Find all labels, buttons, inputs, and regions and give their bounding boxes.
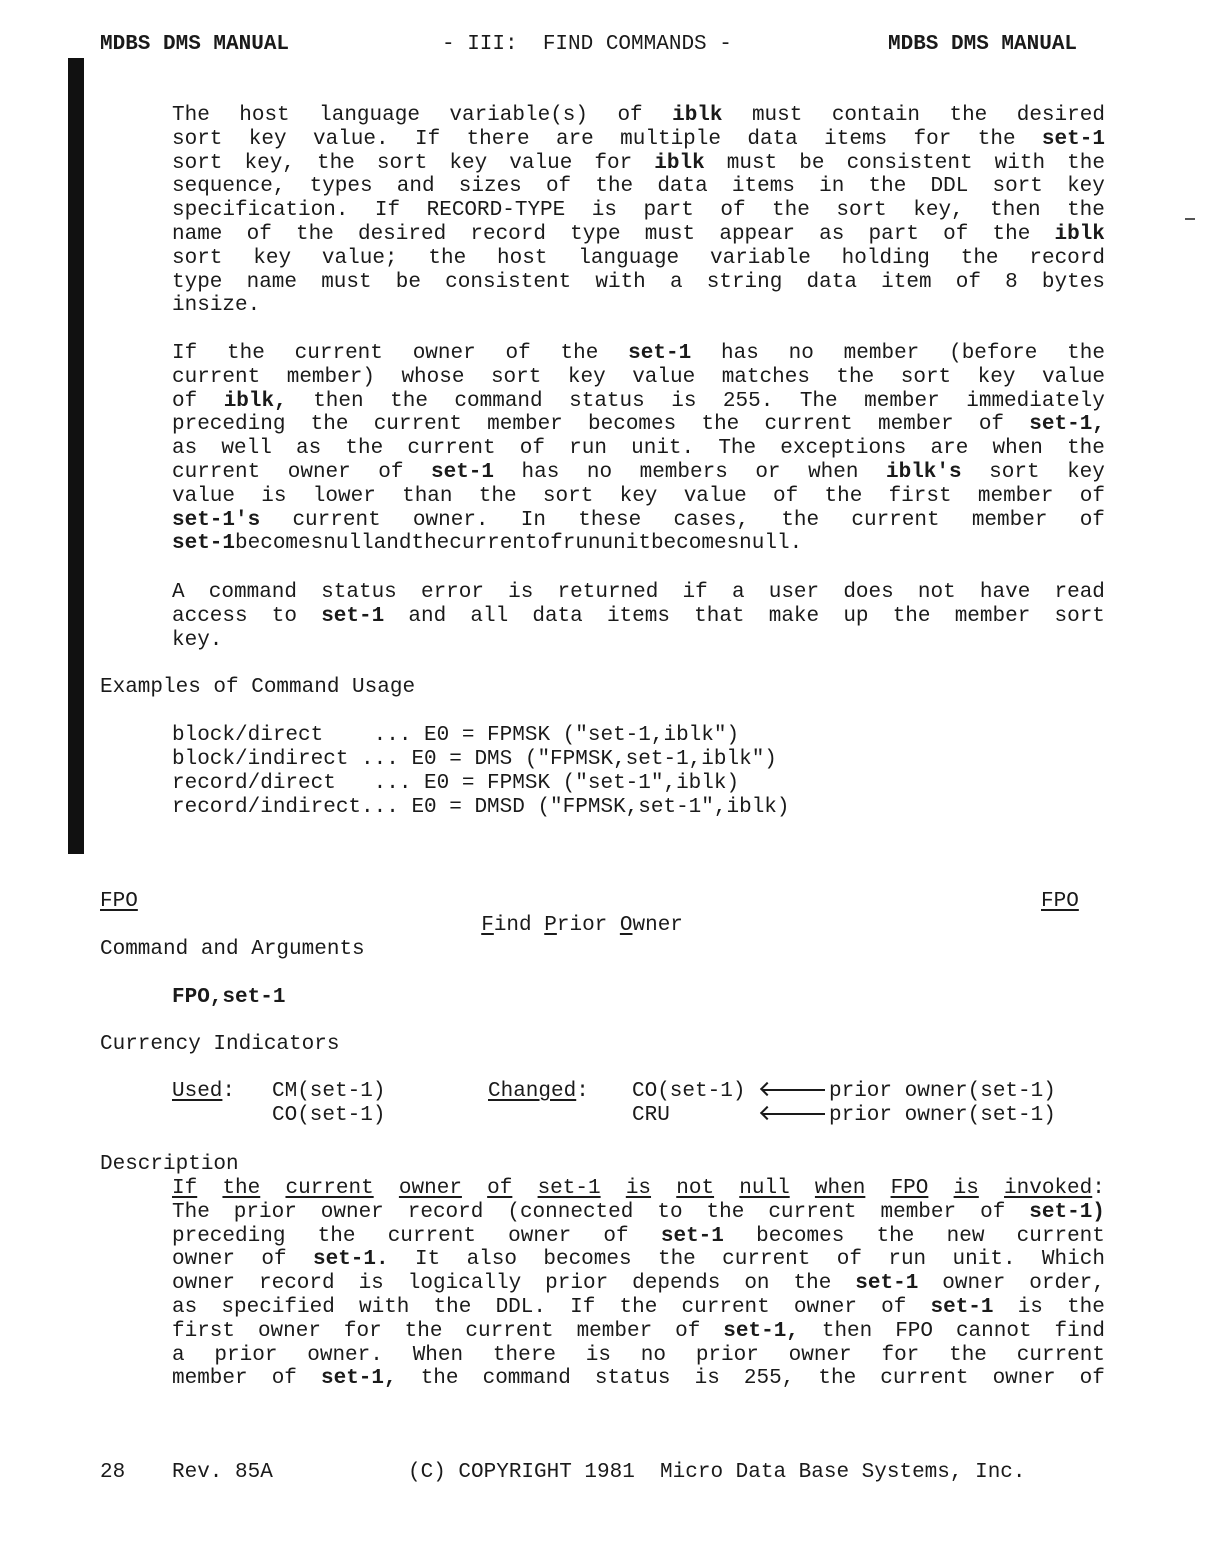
text-line: member of set-1, the command status is 255, the current owner of xyxy=(172,1367,1105,1391)
command-syntax: FPO,set-1 xyxy=(172,986,286,1009)
text-line: first owner for the current member of set-1, then FPO cannot find xyxy=(172,1319,1105,1343)
description-heading: Description xyxy=(100,1153,239,1176)
example-line: block/indirect ... E0 = DMS ("FPMSK,set-1,iblk") xyxy=(172,748,777,771)
text-line: sort key value; the host language variable holding the record xyxy=(172,246,1105,270)
header-center: - III: FIND COMMANDS - xyxy=(442,33,732,56)
text-line: owner of set-1. It also becomes the current of run unit. Which xyxy=(172,1248,1105,1272)
left-arrow-icon xyxy=(763,1089,825,1091)
text-line: key. xyxy=(172,628,223,652)
changed-value: prior owner(set-1) xyxy=(829,1104,1056,1127)
text-line: in size. xyxy=(172,294,261,318)
text-line: sequence, types and sizes of the data items in the DDL sort key xyxy=(172,175,1105,199)
paragraph-no-member xyxy=(172,342,1105,556)
currency-indicators-heading: Currency Indicators xyxy=(100,1033,340,1056)
title-initial: P xyxy=(544,914,557,937)
changed-indicator: CO(set-1) xyxy=(632,1080,746,1103)
changed-label: Changed: xyxy=(488,1080,589,1103)
used-label: Used: xyxy=(172,1080,236,1103)
example-line: record/direct ... E0 = FPMSK ("set-1",iblk) xyxy=(172,772,740,795)
text-line: specification. If RECORD-TYPE is part of the sort key, then the xyxy=(172,199,1105,223)
command-code-left: FPO xyxy=(100,890,138,913)
title-rest: wner xyxy=(632,914,683,937)
example-line: block/direct ... E0 = FPMSK ("set-1,iblk") xyxy=(172,724,740,747)
text-line: as specified with the DDL. If the current owner of set-1 is the xyxy=(172,1295,1105,1319)
revision: Rev. 85A xyxy=(172,1461,273,1484)
examples-heading: Examples of Command Usage xyxy=(100,676,416,699)
example-line: record/indirect... E0 = DMSD ("FPMSK,set-1",iblk) xyxy=(172,796,790,819)
text-line: type name must be consistent with a string data item of 8 bytes xyxy=(172,270,1105,294)
text-line: preceding the current member becomes the current member of set-1, xyxy=(172,413,1105,437)
text-line: value is lower than the sort key value of the first member of xyxy=(172,484,1105,508)
text-line: sort key value. If there are multiple data items for the set-1 xyxy=(172,127,1105,151)
text-line: access to set-1 and all data items that make up the member sort xyxy=(172,604,1105,628)
text-line: The prior owner record (connected to the current member of set-1) xyxy=(172,1200,1105,1224)
changed-indicator: CRU xyxy=(632,1104,670,1127)
text-line: preceding the current owner of set-1 becomes the new current xyxy=(172,1224,1105,1248)
changed-value-row xyxy=(757,1104,1056,1128)
changed-value-row xyxy=(757,1080,1056,1104)
text-line: The host language variable(s) of iblk must contain the desired xyxy=(172,104,1105,127)
text-line: name of the desired record type must appear as part of the iblk xyxy=(172,222,1105,246)
title-rest: ind xyxy=(493,914,545,937)
text-line: current owner of set-1 has no members or when iblk's sort key xyxy=(172,460,1105,484)
command-title xyxy=(456,890,683,938)
header-right: MDBS DMS MANUAL xyxy=(888,33,1078,56)
command-arguments-heading: Command and Arguments xyxy=(100,938,365,961)
command-code-right: FPO xyxy=(1041,890,1079,913)
revision-change-bar xyxy=(68,58,84,854)
condition-line: If the current owner of set-1 is not null when FPO is invoked: xyxy=(172,1177,1105,1200)
text-line: If the current owner of the set-1 has no member (before the xyxy=(172,342,1105,365)
title-rest: rior xyxy=(556,914,620,937)
title-initial: O xyxy=(619,914,633,937)
text-line: as well as the current of run unit. The exceptions are when the xyxy=(172,437,1105,461)
copyright: (C) COPYRIGHT 1981 Micro Data Base Systems, Inc. xyxy=(408,1461,1026,1484)
margin-mark xyxy=(1185,218,1195,220)
text-line: a prior owner. When there is no prior owner for the current xyxy=(172,1343,1105,1367)
used-indicator: CO(set-1) xyxy=(272,1104,386,1127)
used-indicator: CM(set-1) xyxy=(272,1080,386,1103)
text-line: of iblk, then the command status is 255. The member immediately xyxy=(172,389,1105,413)
page-number: 28 xyxy=(100,1461,126,1484)
left-arrow-icon xyxy=(763,1113,825,1115)
description-body xyxy=(172,1201,1105,1391)
text-line: set-1 becomes null and the current of run unit becomes null. xyxy=(172,532,803,556)
description-condition xyxy=(172,1177,1105,1201)
text-line: A command status error is returned if a user does not have read xyxy=(172,581,1105,604)
title-initial: F xyxy=(481,914,494,937)
text-line: owner record is logically prior depends on the set-1 owner order, xyxy=(172,1272,1105,1296)
text-line: current member) whose sort key value matches the sort key value xyxy=(172,365,1105,389)
paragraph-access-error xyxy=(172,581,1105,652)
changed-value: prior owner(set-1) xyxy=(829,1080,1056,1103)
text-line: sort key, the sort key value for iblk must be consistent with the xyxy=(172,151,1105,175)
header-left: MDBS DMS MANUAL xyxy=(100,33,290,56)
paragraph-sort-key xyxy=(172,104,1105,318)
text-line: set-1's current owner. In these cases, the current member of xyxy=(172,508,1105,532)
